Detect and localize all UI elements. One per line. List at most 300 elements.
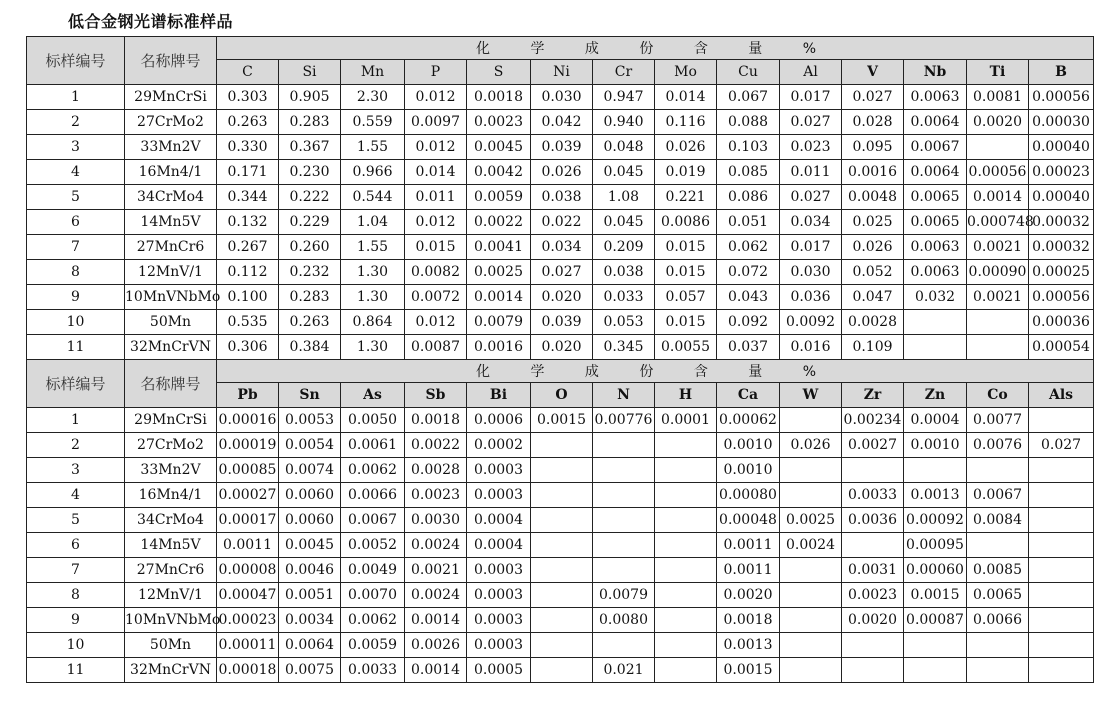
value-cell: 0.072 xyxy=(717,260,780,285)
value-cell: 0.019 xyxy=(655,160,717,185)
value-cell: 0.330 xyxy=(217,135,279,160)
value-cell: 0.00036 xyxy=(1029,310,1094,335)
value-cell: 0.263 xyxy=(217,110,279,135)
table-row xyxy=(27,633,1094,658)
value-cell: 0.0065 xyxy=(967,583,1029,608)
sample-no-cell: 6 xyxy=(27,210,125,235)
value-cell: 0.0049 xyxy=(341,558,405,583)
sample-no-cell: 3 xyxy=(27,135,125,160)
value-cell: 0.0079 xyxy=(593,583,655,608)
value-cell: 0.535 xyxy=(217,310,279,335)
value-cell: 0.0033 xyxy=(341,658,405,683)
value-cell xyxy=(780,658,842,683)
value-cell: 0.230 xyxy=(279,160,341,185)
value-cell: 0.027 xyxy=(531,260,593,285)
value-cell: 0.864 xyxy=(341,310,405,335)
value-cell: 0.0092 xyxy=(780,310,842,335)
grade-cell: 50Mn xyxy=(125,633,217,658)
value-cell: 0.0018 xyxy=(467,85,531,110)
element-header: Ca xyxy=(717,383,780,408)
value-cell: 0.0021 xyxy=(967,285,1029,310)
value-cell: 0.00008 xyxy=(217,558,279,583)
value-cell xyxy=(655,508,717,533)
grade-cell: 29MnCrSi xyxy=(125,408,217,433)
value-cell: 0.015 xyxy=(405,235,467,260)
value-cell: 0.0006 xyxy=(467,408,531,433)
value-cell: 0.0003 xyxy=(467,608,531,633)
sample-no-cell: 9 xyxy=(27,608,125,633)
sample-no-cell: 8 xyxy=(27,583,125,608)
value-cell xyxy=(655,483,717,508)
value-cell: 0.0018 xyxy=(717,608,780,633)
value-cell xyxy=(904,335,967,360)
value-cell: 0.022 xyxy=(531,210,593,235)
value-cell: 1.30 xyxy=(341,285,405,310)
value-cell: 0.00025 xyxy=(1029,260,1094,285)
table-row xyxy=(27,85,1094,110)
value-cell: 0.048 xyxy=(593,135,655,160)
value-cell: 0.00060 xyxy=(904,558,967,583)
value-cell: 0.0076 xyxy=(967,433,1029,458)
value-cell: 0.267 xyxy=(217,235,279,260)
value-cell xyxy=(967,633,1029,658)
sample-no-cell: 9 xyxy=(27,285,125,310)
value-cell xyxy=(531,608,593,633)
value-cell xyxy=(1029,508,1094,533)
value-cell: 0.00032 xyxy=(1029,235,1094,260)
value-cell xyxy=(1029,408,1094,433)
value-cell: 2.30 xyxy=(341,85,405,110)
grade-cell: 33Mn2V xyxy=(125,458,217,483)
value-cell: 0.0066 xyxy=(967,608,1029,633)
value-cell: 0.171 xyxy=(217,160,279,185)
value-cell: 0.0002 xyxy=(467,433,531,458)
element-header: Zr xyxy=(842,383,904,408)
value-cell: 0.038 xyxy=(593,260,655,285)
section1-header-row xyxy=(27,37,1094,60)
value-cell: 0.0050 xyxy=(341,408,405,433)
value-cell: 0.0011 xyxy=(717,533,780,558)
value-cell: 0.039 xyxy=(531,135,593,160)
value-cell: 0.045 xyxy=(593,160,655,185)
value-cell xyxy=(655,633,717,658)
value-cell: 0.0031 xyxy=(842,558,904,583)
sample-no-cell: 4 xyxy=(27,160,125,185)
element-header: Bi xyxy=(467,383,531,408)
value-cell: 0.047 xyxy=(842,285,904,310)
value-cell xyxy=(1029,533,1094,558)
value-cell: 0.0024 xyxy=(780,533,842,558)
value-cell: 0.0064 xyxy=(904,110,967,135)
sample-no-header: 标样编号 xyxy=(27,37,125,85)
table-row xyxy=(27,260,1094,285)
table-row xyxy=(27,185,1094,210)
sample-no-cell: 7 xyxy=(27,558,125,583)
value-cell: 0.0067 xyxy=(967,483,1029,508)
table-row xyxy=(27,508,1094,533)
value-cell: 1.08 xyxy=(593,185,655,210)
value-cell: 0.0010 xyxy=(717,433,780,458)
value-cell: 0.0087 xyxy=(405,335,467,360)
value-cell: 0.095 xyxy=(842,135,904,160)
value-cell: 0.00023 xyxy=(217,608,279,633)
value-cell xyxy=(531,558,593,583)
value-cell: 0.0060 xyxy=(279,508,341,533)
composition-header: 化 学 成 份 含 量 % xyxy=(217,37,1094,60)
value-cell: 0.966 xyxy=(341,160,405,185)
value-cell: 0.026 xyxy=(531,160,593,185)
value-cell: 0.011 xyxy=(780,160,842,185)
value-cell: 0.0014 xyxy=(967,185,1029,210)
value-cell: 0.014 xyxy=(405,160,467,185)
value-cell: 0.015 xyxy=(655,235,717,260)
element-header: Si xyxy=(279,60,341,85)
value-cell: 0.0016 xyxy=(467,335,531,360)
value-cell: 0.109 xyxy=(842,335,904,360)
value-cell: 0.00018 xyxy=(217,658,279,683)
value-cell xyxy=(531,458,593,483)
value-cell: 0.0055 xyxy=(655,335,717,360)
value-cell: 0.0004 xyxy=(904,408,967,433)
value-cell: 0.0014 xyxy=(467,285,531,310)
value-cell xyxy=(967,658,1029,683)
value-cell: 0.0020 xyxy=(717,583,780,608)
value-cell: 0.0072 xyxy=(405,285,467,310)
value-cell: 0.0064 xyxy=(279,633,341,658)
value-cell: 0.0051 xyxy=(279,583,341,608)
table-row xyxy=(27,483,1094,508)
value-cell: 0.00019 xyxy=(217,433,279,458)
value-cell: 0.0001 xyxy=(655,408,717,433)
value-cell: 0.209 xyxy=(593,235,655,260)
value-cell: 0.940 xyxy=(593,110,655,135)
value-cell xyxy=(531,483,593,508)
value-cell: 0.0080 xyxy=(593,608,655,633)
value-cell: 0.384 xyxy=(279,335,341,360)
value-cell xyxy=(655,608,717,633)
value-cell: 0.026 xyxy=(780,433,842,458)
value-cell: 0.0070 xyxy=(341,583,405,608)
value-cell xyxy=(780,558,842,583)
element-header: H xyxy=(655,383,717,408)
value-cell xyxy=(655,583,717,608)
value-cell: 0.0010 xyxy=(717,458,780,483)
value-cell: 0.032 xyxy=(904,285,967,310)
element-header: Mn xyxy=(341,60,405,85)
value-cell: 0.00776 xyxy=(593,408,655,433)
value-cell: 0.00056 xyxy=(1029,85,1094,110)
composition-header: 化 学 成 份 含 量 % xyxy=(217,360,1094,383)
value-cell: 0.0030 xyxy=(405,508,467,533)
value-cell: 0.283 xyxy=(279,285,341,310)
value-cell: 0.0014 xyxy=(405,658,467,683)
value-cell xyxy=(842,633,904,658)
element-header: Al xyxy=(780,60,842,85)
sample-no-cell: 2 xyxy=(27,433,125,458)
value-cell xyxy=(904,310,967,335)
value-cell: 0.0067 xyxy=(904,135,967,160)
value-cell: 0.00032 xyxy=(1029,210,1094,235)
value-cell: 0.026 xyxy=(842,235,904,260)
spectral-standard-table xyxy=(26,36,1094,683)
value-cell: 0.0052 xyxy=(341,533,405,558)
value-cell: 0.028 xyxy=(842,110,904,135)
table-row xyxy=(27,235,1094,260)
element-header: Cu xyxy=(717,60,780,85)
value-cell: 0.00027 xyxy=(217,483,279,508)
value-cell: 0.00080 xyxy=(717,483,780,508)
element-header: N xyxy=(593,383,655,408)
value-cell: 0.023 xyxy=(780,135,842,160)
value-cell: 0.559 xyxy=(341,110,405,135)
value-cell: 0.00048 xyxy=(717,508,780,533)
value-cell: 0.012 xyxy=(405,135,467,160)
value-cell xyxy=(531,583,593,608)
grade-cell: 27MnCr6 xyxy=(125,558,217,583)
value-cell: 0.0063 xyxy=(904,260,967,285)
value-cell: 0.027 xyxy=(842,85,904,110)
value-cell: 0.015 xyxy=(655,260,717,285)
value-cell: 0.283 xyxy=(279,110,341,135)
value-cell xyxy=(593,483,655,508)
value-cell: 0.00085 xyxy=(217,458,279,483)
value-cell: 0.0024 xyxy=(405,533,467,558)
value-cell: 0.026 xyxy=(655,135,717,160)
sample-no-cell: 1 xyxy=(27,85,125,110)
grade-cell: 12MnV/1 xyxy=(125,260,217,285)
value-cell: 0.015 xyxy=(655,310,717,335)
table-row xyxy=(27,135,1094,160)
sample-no-cell: 6 xyxy=(27,533,125,558)
value-cell: 0.012 xyxy=(405,85,467,110)
grade-cell: 10MnVNbMo xyxy=(125,608,217,633)
table-row xyxy=(27,658,1094,683)
value-cell xyxy=(780,483,842,508)
value-cell: 0.052 xyxy=(842,260,904,285)
value-cell: 0.0084 xyxy=(967,508,1029,533)
value-cell: 1.55 xyxy=(341,235,405,260)
element-header: Ti xyxy=(967,60,1029,85)
value-cell xyxy=(1029,483,1094,508)
value-cell: 0.0004 xyxy=(467,508,531,533)
value-cell: 0.011 xyxy=(405,185,467,210)
value-cell: 0.0003 xyxy=(467,458,531,483)
value-cell: 0.947 xyxy=(593,85,655,110)
grade-cell: 29MnCrSi xyxy=(125,85,217,110)
element-header: C xyxy=(217,60,279,85)
value-cell xyxy=(593,508,655,533)
value-cell: 0.0054 xyxy=(279,433,341,458)
element-header: Co xyxy=(967,383,1029,408)
value-cell: 0.0003 xyxy=(467,583,531,608)
value-cell: 0.092 xyxy=(717,310,780,335)
value-cell: 0.0046 xyxy=(279,558,341,583)
value-cell: 0.030 xyxy=(780,260,842,285)
value-cell xyxy=(1029,633,1094,658)
value-cell: 0.017 xyxy=(780,235,842,260)
value-cell: 0.0059 xyxy=(341,633,405,658)
value-cell: 0.0074 xyxy=(279,458,341,483)
value-cell xyxy=(967,335,1029,360)
value-cell xyxy=(842,533,904,558)
value-cell: 0.014 xyxy=(655,85,717,110)
value-cell xyxy=(655,433,717,458)
value-cell: 0.085 xyxy=(717,160,780,185)
element-header: O xyxy=(531,383,593,408)
value-cell: 0.345 xyxy=(593,335,655,360)
value-cell: 0.086 xyxy=(717,185,780,210)
value-cell: 0.0015 xyxy=(717,658,780,683)
value-cell: 0.0003 xyxy=(467,633,531,658)
value-cell xyxy=(1029,558,1094,583)
value-cell: 0.0063 xyxy=(904,85,967,110)
value-cell: 0.0077 xyxy=(967,408,1029,433)
value-cell: 0.0033 xyxy=(842,483,904,508)
value-cell xyxy=(655,458,717,483)
table-row xyxy=(27,210,1094,235)
element-header: As xyxy=(341,383,405,408)
value-cell xyxy=(655,558,717,583)
grade-cell: 16Mn4/1 xyxy=(125,160,217,185)
value-cell xyxy=(593,633,655,658)
value-cell: 0.034 xyxy=(780,210,842,235)
value-cell: 0.221 xyxy=(655,185,717,210)
grade-cell: 12MnV/1 xyxy=(125,583,217,608)
value-cell: 0.088 xyxy=(717,110,780,135)
value-cell: 0.00017 xyxy=(217,508,279,533)
element-header: S xyxy=(467,60,531,85)
value-cell: 0.00095 xyxy=(904,533,967,558)
element-header: B xyxy=(1029,60,1094,85)
value-cell: 0.00011 xyxy=(217,633,279,658)
value-cell: 0.025 xyxy=(842,210,904,235)
value-cell: 0.000748 xyxy=(967,210,1029,235)
value-cell: 0.0065 xyxy=(904,210,967,235)
value-cell: 0.232 xyxy=(279,260,341,285)
value-cell: 0.027 xyxy=(1029,433,1094,458)
value-cell: 0.0061 xyxy=(341,433,405,458)
value-cell: 0.017 xyxy=(780,85,842,110)
table-row xyxy=(27,558,1094,583)
value-cell xyxy=(780,458,842,483)
element-header: W xyxy=(780,383,842,408)
value-cell: 0.0025 xyxy=(467,260,531,285)
grade-cell: 14Mn5V xyxy=(125,210,217,235)
value-cell: 0.0015 xyxy=(531,408,593,433)
value-cell: 0.0079 xyxy=(467,310,531,335)
value-cell: 0.0011 xyxy=(217,533,279,558)
value-cell: 1.04 xyxy=(341,210,405,235)
value-cell: 0.306 xyxy=(217,335,279,360)
table-row xyxy=(27,583,1094,608)
value-cell xyxy=(904,458,967,483)
value-cell: 0.0011 xyxy=(717,558,780,583)
value-cell: 0.038 xyxy=(531,185,593,210)
sample-no-cell: 2 xyxy=(27,110,125,135)
value-cell xyxy=(967,458,1029,483)
value-cell: 0.0086 xyxy=(655,210,717,235)
value-cell: 0.0027 xyxy=(842,433,904,458)
value-cell: 0.0022 xyxy=(405,433,467,458)
value-cell: 0.0023 xyxy=(467,110,531,135)
value-cell: 0.00054 xyxy=(1029,335,1094,360)
value-cell xyxy=(593,533,655,558)
grade-cell: 32MnCrVN xyxy=(125,335,217,360)
value-cell: 0.0023 xyxy=(842,583,904,608)
element-header: Sn xyxy=(279,383,341,408)
page-title: 低合金钢光谱标准样品 xyxy=(68,12,234,31)
table-row xyxy=(27,310,1094,335)
value-cell: 0.057 xyxy=(655,285,717,310)
value-cell: 0.00090 xyxy=(967,260,1029,285)
value-cell: 0.103 xyxy=(717,135,780,160)
sample-no-cell: 10 xyxy=(27,633,125,658)
value-cell: 0.0064 xyxy=(904,160,967,185)
value-cell: 0.00023 xyxy=(1029,160,1094,185)
value-cell: 0.00040 xyxy=(1029,135,1094,160)
table-row xyxy=(27,533,1094,558)
grade-cell: 27CrMo2 xyxy=(125,110,217,135)
value-cell: 0.905 xyxy=(279,85,341,110)
grade-cell: 10MnVNbMo xyxy=(125,285,217,310)
grade-cell: 27CrMo2 xyxy=(125,433,217,458)
value-cell: 0.0085 xyxy=(967,558,1029,583)
value-cell: 0.0066 xyxy=(341,483,405,508)
value-cell: 0.0013 xyxy=(717,633,780,658)
value-cell: 0.021 xyxy=(593,658,655,683)
value-cell: 0.00030 xyxy=(1029,110,1094,135)
value-cell xyxy=(593,558,655,583)
sample-no-cell: 11 xyxy=(27,658,125,683)
value-cell: 0.132 xyxy=(217,210,279,235)
value-cell xyxy=(655,658,717,683)
value-cell xyxy=(1029,608,1094,633)
value-cell: 0.0025 xyxy=(780,508,842,533)
value-cell xyxy=(780,633,842,658)
value-cell: 0.00087 xyxy=(904,608,967,633)
value-cell: 0.033 xyxy=(593,285,655,310)
value-cell: 0.0022 xyxy=(467,210,531,235)
value-cell: 0.0053 xyxy=(279,408,341,433)
value-cell: 0.0041 xyxy=(467,235,531,260)
value-cell: 0.062 xyxy=(717,235,780,260)
sample-no-cell: 7 xyxy=(27,235,125,260)
value-cell: 0.0036 xyxy=(842,508,904,533)
value-cell: 0.116 xyxy=(655,110,717,135)
value-cell: 0.020 xyxy=(531,335,593,360)
value-cell: 0.0024 xyxy=(405,583,467,608)
value-cell: 0.0063 xyxy=(904,235,967,260)
value-cell: 0.0021 xyxy=(405,558,467,583)
value-cell: 0.020 xyxy=(531,285,593,310)
grade-cell: 16Mn4/1 xyxy=(125,483,217,508)
value-cell: 0.112 xyxy=(217,260,279,285)
value-cell: 0.0023 xyxy=(405,483,467,508)
value-cell: 0.0059 xyxy=(467,185,531,210)
value-cell: 0.222 xyxy=(279,185,341,210)
value-cell xyxy=(593,433,655,458)
table-row xyxy=(27,458,1094,483)
value-cell: 0.034 xyxy=(531,235,593,260)
value-cell: 0.0062 xyxy=(341,458,405,483)
value-cell: 0.0048 xyxy=(842,185,904,210)
value-cell xyxy=(904,633,967,658)
table-row xyxy=(27,408,1094,433)
table-row xyxy=(27,433,1094,458)
value-cell: 0.0014 xyxy=(405,608,467,633)
grade-cell: 14Mn5V xyxy=(125,533,217,558)
value-cell: 0.0065 xyxy=(904,185,967,210)
